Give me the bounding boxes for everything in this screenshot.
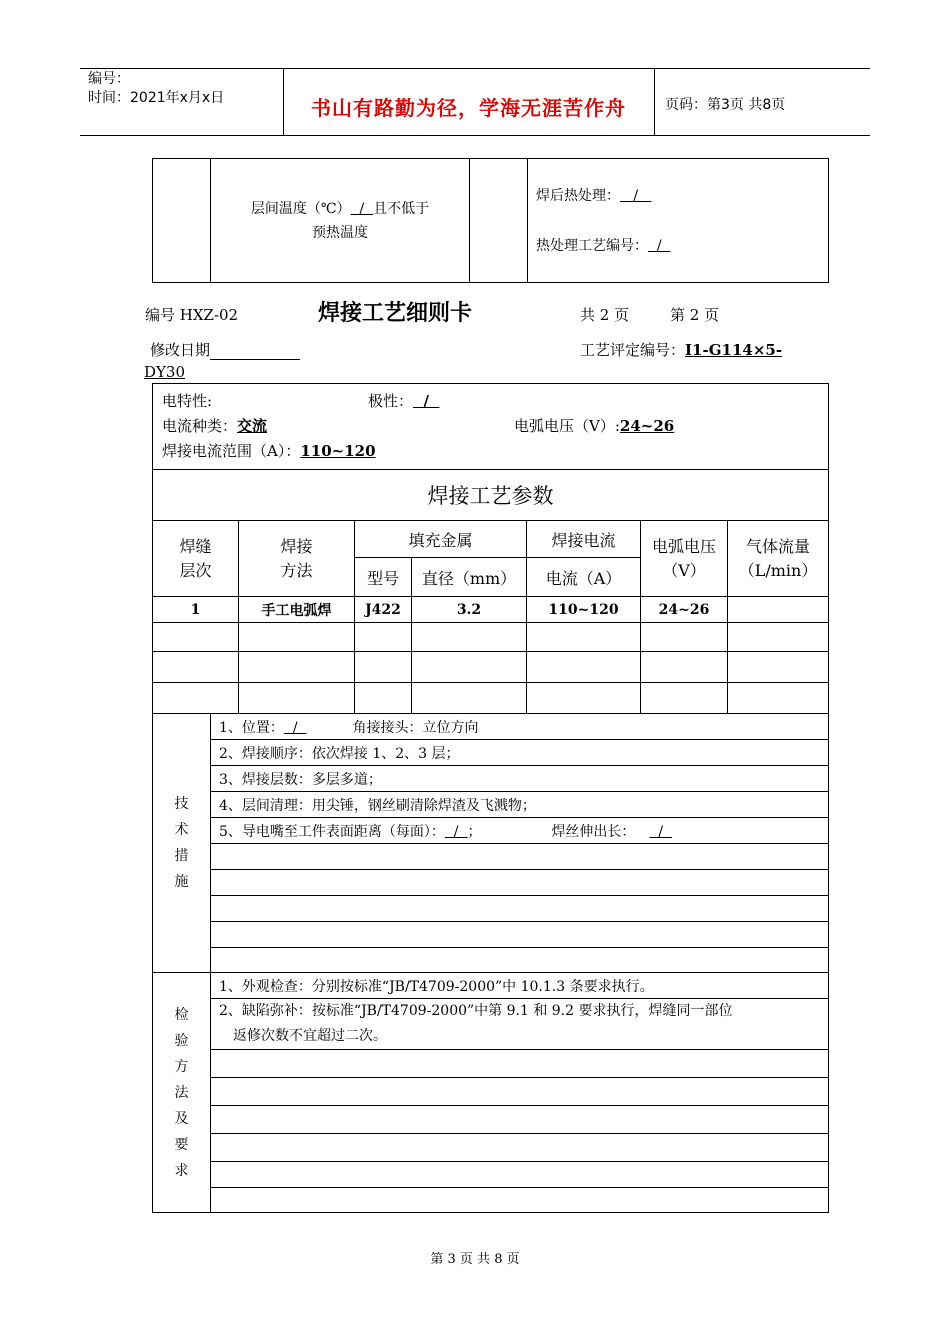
current-type-label: 电流种类： — [162, 417, 238, 435]
row-gas — [728, 597, 829, 623]
inspect-item-1: 1、外观检查：分别按标准“JB/T4709-2000”中 10.1.3 条要求执行。 — [211, 973, 829, 999]
pqr-label: 工艺评定编号： — [580, 341, 686, 359]
header-top-rule — [80, 68, 870, 69]
table-row — [153, 683, 829, 714]
pqr-value-a: I1-G114×5- — [685, 341, 783, 359]
inspect-blank-line — [211, 1050, 829, 1078]
revise-date-label: 修改日期 — [150, 341, 211, 359]
col-diameter: 直径（mm） — [412, 558, 527, 597]
row-layer: 1 — [153, 597, 239, 623]
interpass-label: 层间温度（℃） — [250, 200, 351, 217]
pwht-value: / — [620, 187, 652, 204]
card-page: 第 2 页 — [670, 306, 720, 324]
top-table-blank-2 — [470, 159, 528, 283]
row-voltage: 24~26 — [641, 597, 728, 623]
row-model: J422 — [355, 597, 412, 623]
tech-item-5: 5、导电嘴至工件表面距离（每面）： / ； 焊丝伸出长： / — [211, 818, 829, 844]
arc-voltage-value: 24~26 — [619, 417, 675, 435]
tech-item-1: 1、位置： / 角接接头：立位方向 — [211, 714, 829, 740]
pwht-cell — [528, 159, 829, 283]
current-range-label: 焊接电流范围（A）： — [162, 442, 301, 460]
col-method: 焊接 方法 — [239, 521, 355, 597]
page-footer: 第 3 页 共 8 页 — [430, 1252, 520, 1267]
ht-no-value: / — [648, 237, 671, 254]
serial-label: 编号： — [88, 71, 130, 87]
params-heading: 焊接工艺参数 — [153, 470, 829, 521]
header-page-number: 页码：第3页 共8页 — [665, 97, 786, 113]
arc-voltage-label: 电弧电压（V）: — [514, 417, 620, 435]
col-voltage: 电弧电压 （V） — [641, 521, 728, 597]
header-motto: 书山有路勤为径，学海无涯苦作舟 — [311, 96, 626, 120]
card-number: 编号 HXZ-02 — [145, 306, 239, 324]
current-type-value: 交流 — [237, 417, 268, 435]
tech-blank-line — [211, 844, 829, 870]
tech-item-3: 3、焊接层数：多层多道； — [211, 766, 829, 792]
interpass-value: / — [350, 200, 374, 217]
current-range-value: 110~120 — [300, 442, 376, 460]
tech-blank-line — [211, 922, 829, 948]
interpass-post: 且不低于 — [373, 200, 430, 217]
revise-date-blank — [210, 345, 300, 360]
tech-label: 技 术 措 施 — [153, 714, 211, 973]
col-gas: 气体流量 （L/min） — [728, 521, 829, 597]
col-filler: 填充金属 — [355, 521, 527, 558]
inspect-item-2: 2、缺陷弥补：按标准“JB/T4709-2000”中第 9.1 和 9.2 要求执行，焊缝同一部位 返修次数不宜超过二次。 — [211, 999, 829, 1050]
row-diameter: 3.2 — [412, 597, 527, 623]
polarity-label: 极性： — [368, 392, 414, 410]
card-title: 焊接工艺细则卡 — [318, 300, 473, 326]
col-current: 电流（A） — [527, 558, 641, 597]
card-total-pages: 共 2 页 — [580, 306, 630, 324]
inspect-blank-line — [211, 1106, 829, 1134]
elec-label: 电特性: — [162, 392, 213, 410]
row-current: 110~120 — [527, 597, 641, 623]
table-row — [153, 652, 829, 683]
revise-date — [150, 339, 300, 360]
inspect-label: 检 验 方 法 及 要 求 — [153, 973, 211, 1213]
tech-blank-line — [211, 948, 829, 973]
row-method: 手工电弧焊 — [239, 597, 355, 623]
main-table — [152, 383, 829, 1213]
inspect-blank-line — [211, 1162, 829, 1188]
col-model: 型号 — [355, 558, 412, 597]
interpass-temp-cell — [211, 159, 470, 283]
col-layer: 焊缝 层次 — [153, 521, 239, 597]
inspect-blank-line — [211, 1078, 829, 1106]
electrical-cell — [153, 384, 829, 470]
tech-blank-line — [211, 896, 829, 922]
ht-no-label: 热处理工艺编号： — [536, 237, 648, 254]
inspect-blank-line — [211, 1188, 829, 1213]
tech-item-4: 4、层间清理：用尖锤，钢丝刷清除焊渣及飞溅物； — [211, 792, 829, 818]
col-current-group: 焊接电流 — [527, 521, 641, 558]
pqr-value-b: DY30 — [144, 363, 186, 381]
table-row — [153, 623, 829, 652]
tech-item-2: 2、焊接顺序：依次焊接 1、2、3 层； — [211, 740, 829, 766]
tech-blank-line — [211, 870, 829, 896]
top-table — [152, 158, 829, 283]
polarity-value: / — [413, 392, 440, 410]
header-meta — [88, 70, 224, 108]
header-divider-2 — [654, 68, 655, 136]
interpass-line2: 预热温度 — [312, 224, 368, 241]
time-label: 时间：2021年x月x日 — [88, 90, 225, 106]
pqr-number — [580, 339, 782, 360]
pwht-label: 焊后热处理： — [536, 187, 620, 204]
inspect-blank-line — [211, 1134, 829, 1162]
top-table-blank-1 — [153, 159, 211, 283]
table-row — [153, 597, 829, 623]
header-bottom-rule — [80, 135, 870, 136]
